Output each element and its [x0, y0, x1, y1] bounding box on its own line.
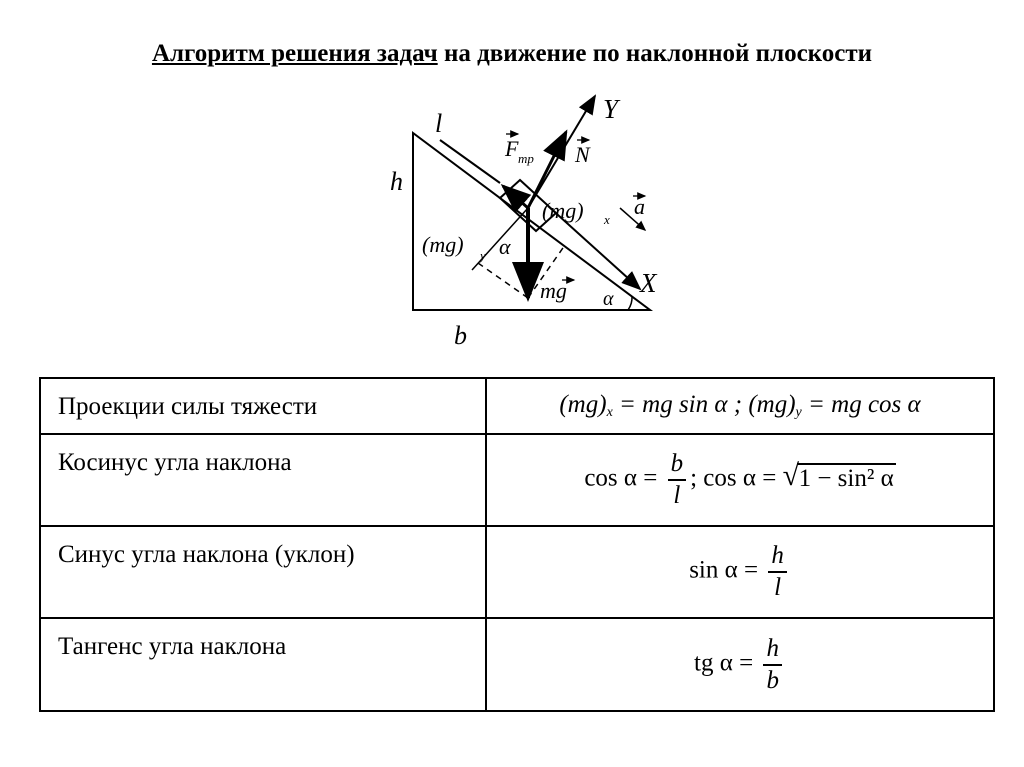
label-a: a	[634, 194, 645, 219]
row-formula: $(mg)_x$ = mg sin α ; $(mg)_y$ = mg cos α	[486, 378, 994, 434]
normal-force-arrow	[528, 132, 566, 208]
table-row	[40, 378, 994, 434]
table-row	[40, 618, 994, 711]
row-formula: tg α = $\frac{h}{b}$	[486, 618, 994, 711]
corner-angle-arc	[628, 296, 632, 310]
label-mg-y-sub: y	[480, 248, 486, 263]
label-alpha-corner: α	[603, 288, 614, 310]
title-underlined: Алгоритм решения задач	[151, 40, 438, 67]
title-rest: на движение по наклонной плоскости	[437, 40, 873, 67]
row-label: Синус угла наклона (уклон)	[40, 526, 486, 618]
row-formula: sin α = $\frac{h}{l}$	[486, 526, 994, 618]
label-l: l	[435, 109, 443, 138]
dashed-projection-1	[478, 263, 528, 298]
table-row	[40, 434, 994, 526]
label-h: h	[390, 167, 403, 196]
formulas-table	[39, 377, 995, 712]
row-formula: cos α = $\frac{b}{l}$ ; cos α = √ 1 − sin² α	[486, 434, 994, 526]
label-X: X	[640, 268, 657, 298]
label-mg: mg	[540, 278, 567, 303]
label-mg-y: (mg)	[422, 232, 464, 257]
label-b: b	[454, 321, 467, 350]
label-F-sub: тр	[518, 151, 534, 166]
label-mg-x-sub: x	[604, 212, 610, 227]
label-N: N	[575, 142, 590, 167]
label-F: F	[505, 136, 519, 161]
table-row	[40, 526, 994, 618]
row-label: Косинус угла наклона	[40, 434, 486, 526]
label-mg-x: (mg)	[542, 198, 584, 223]
row-label: Проекции силы тяжести	[40, 378, 486, 434]
row-label: Тангенс угла наклона	[40, 618, 486, 711]
label-Y: Y	[603, 94, 619, 124]
label-alpha-inner: α	[499, 234, 511, 259]
inclined-plane-diagram	[0, 0, 1024, 370]
